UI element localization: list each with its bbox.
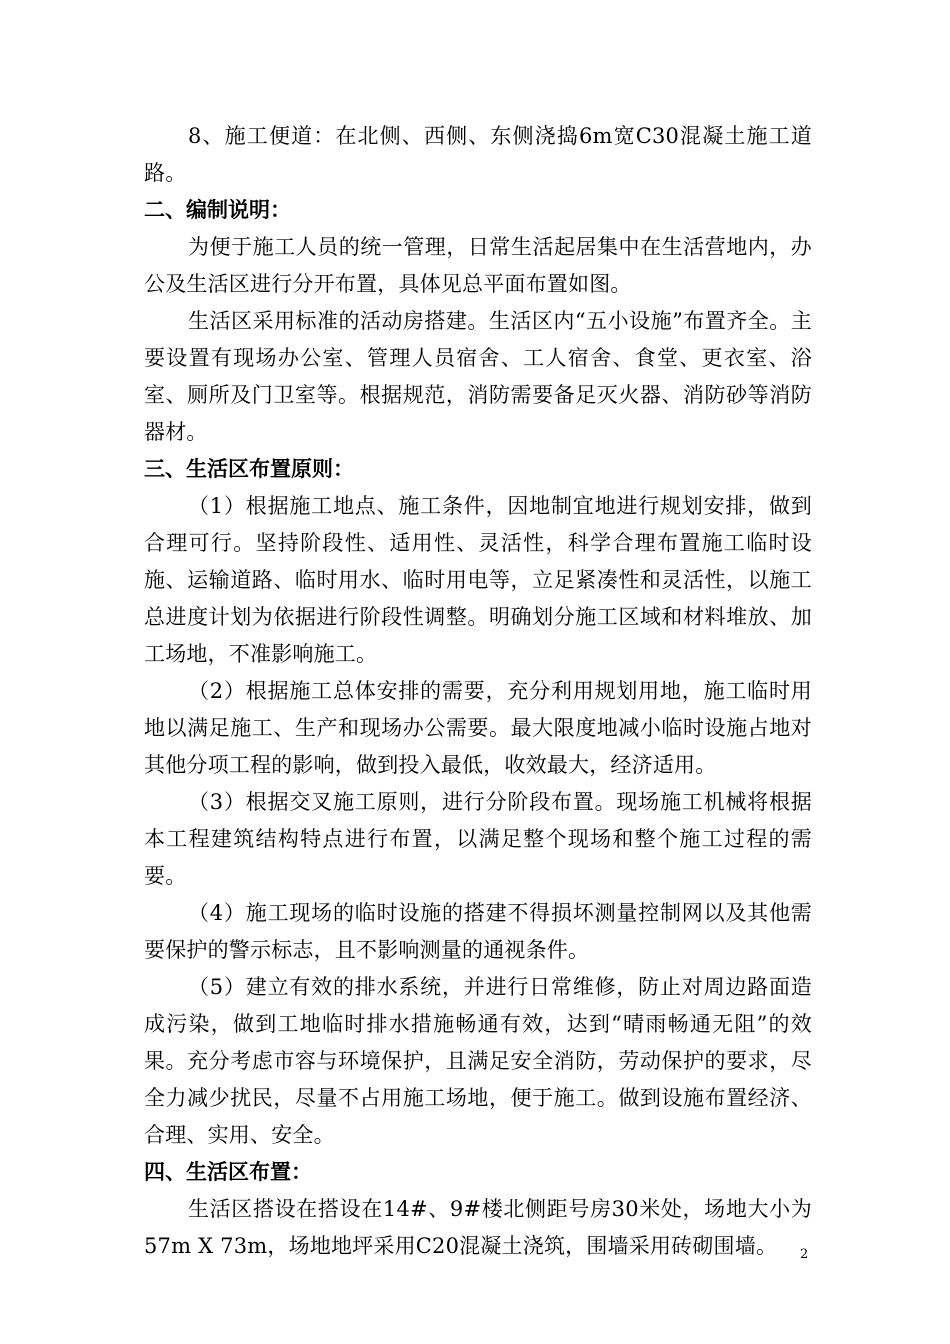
page-number: 2 [800, 1247, 809, 1262]
paragraph-principle-2: （2）根据施工总体安排的需要，充分利用规划用地，施工临时用地以满足施工、生产和现场办公需要。最大限度地减小临时设施占地对其他分项工程的影响，做到投入最低，收效最大，经济适用。 [144, 679, 812, 777]
document-body [144, 118, 812, 1265]
section-heading-living-area-layout: 四、生活区布置： [144, 1160, 312, 1184]
paragraph-principle-1: （1）根据施工地点、施工条件，因地制宜地进行规划安排，做到合理可行。坚持阶段性、适用性、灵活性，科学合理布置施工临时设施、运输道路、临时用水、临时用电等，立足紧凑性和灵活性，以施工总进度计划为依据进行阶段性调整。明确划分施工区域和材料堆放、加工场地，不准影响施工。 [144, 494, 812, 666]
paragraph-principle-4: （4）施工现场的临时设施的搭建不得损坏测量控制网以及其他需要保护的警示标志，且不影响测量的通视条件。 [144, 901, 812, 962]
section-heading-compilation-notes: 二、编制说明： [144, 198, 291, 222]
paragraph-principle-3: （3）根据交叉施工原则，进行分阶段布置。现场施工机械将根据本工程建筑结构特点进行布置，以满足整个现场和整个施工过程的需要。 [144, 790, 812, 888]
section-heading-layout-principles: 三、生活区布置原则： [144, 457, 354, 481]
paragraph-construction-road: 8、施工便道：在北侧、西侧、东侧浇捣6m宽C30混凝土施工道路。 [144, 124, 812, 185]
paragraph-principle-5: （5）建立有效的排水系统，并进行日常维修，防止对周边路面造成污染，做到工地临时排水措施畅通有效，达到“晴雨畅通无阻”的效果。充分考虑市容与环境保护，且满足安全消防，劳动保护的要求，尽全力减少扰民，尽量不占用施工场地，便于施工。做到设施布置经济、合理、实用、安全。 [144, 975, 812, 1147]
paragraph-management-camp: 为便于施工人员的统一管理，日常生活起居集中在生活营地内，办公及生活区进行分开布置，具体见总平面布置如图。 [144, 235, 812, 296]
paragraph-living-area-facilities: 生活区采用标准的活动房搭建。生活区内“五小设施”布置齐全。主要设置有现场办公室、管理人员宿舍、工人宿舍、食堂、更衣室、浴室、厕所及门卫室等。根据规范，消防需要备足灭火器、消防砂等消防器材。 [144, 309, 812, 444]
paragraph-living-area-location: 生活区搭设在搭设在14#、9#楼北侧距号房30米处，场地大小为57m X 73m，场地地坪采用C20混凝土浇筑，围墙采用砖砌围墙。 [144, 1197, 812, 1258]
